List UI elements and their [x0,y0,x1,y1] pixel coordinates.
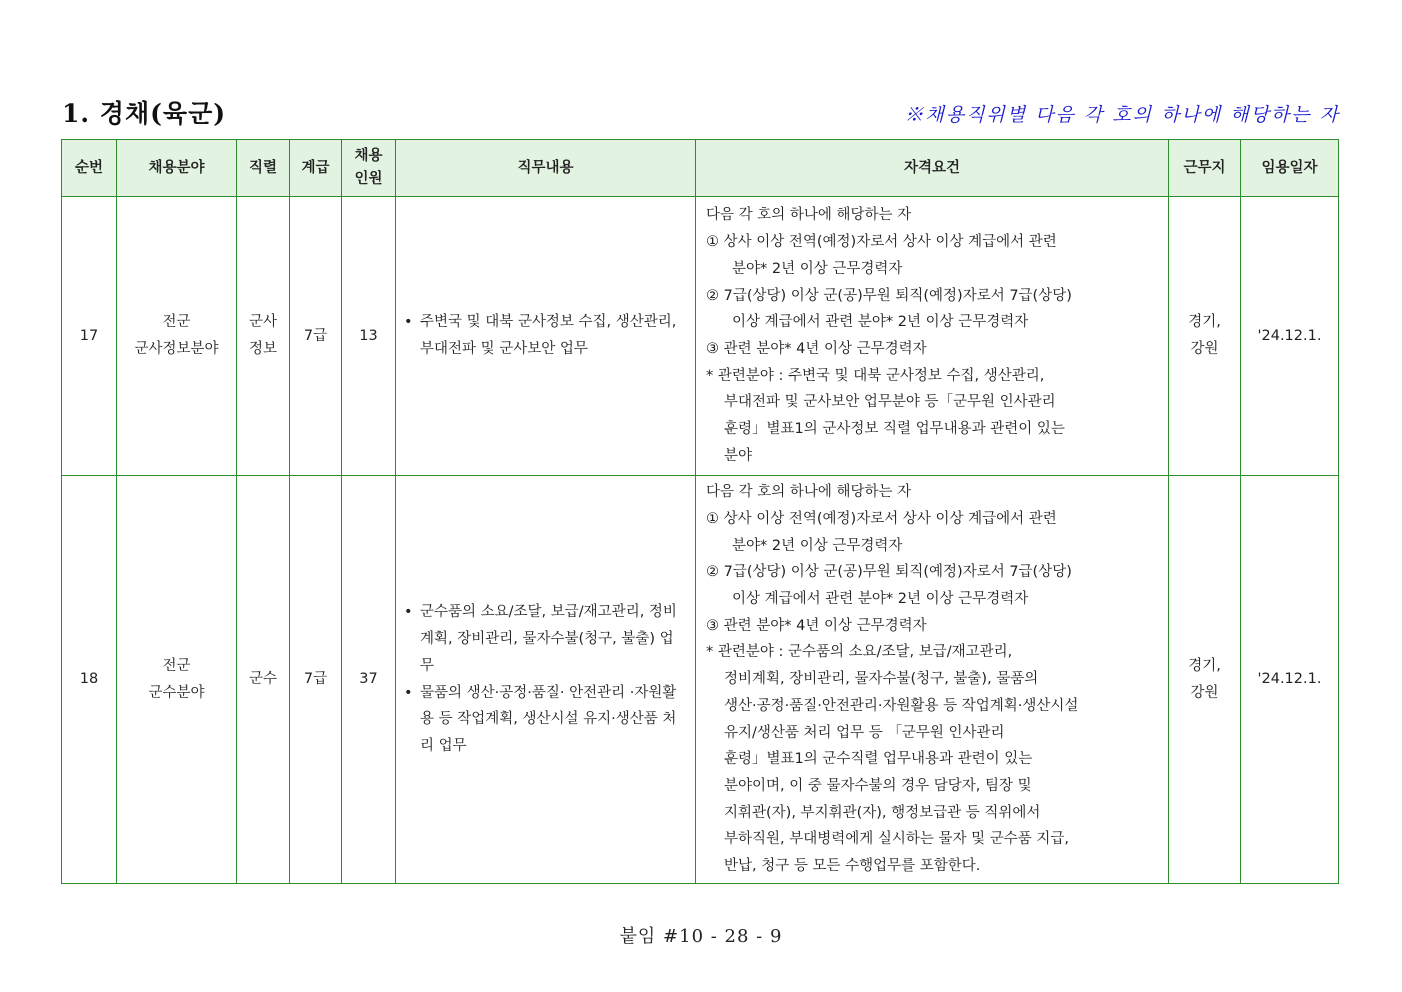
cell-grade: 7급 [290,197,342,476]
duty-item: • 주변국 및 대북 군사정보 수집, 생산관리, 부대전파 및 군사보안 업무 [404,309,687,362]
cell-qualification [696,476,1169,884]
note-text: ※채용직위별 다음 각 호의 하나에 해당하는 자 [904,104,1340,126]
qual-note-cont: 지휘관(자), 부지휘관(자), 행정보급관 등 직위에서 [724,804,1041,821]
qual-note-cont: 부대전파 및 군사보안 업무분야 등「군무원 인사관리 [724,394,1056,411]
section-heading: 1. 경채(육군) [62,99,227,128]
series-line: 정보 [248,341,277,357]
qual-intro: 다음 각 호의 하나에 해당하는 자 [706,207,912,224]
qual-item-cont: 분야* 2년 이상 근무경력자 [732,537,903,554]
qual-note-cont: 분야이며, 이 중 물자수불의 경우 담당자, 팀장 및 [724,777,1032,794]
cell-appoint-date: '24.12.1. [1241,197,1339,476]
location-line: 경기, [1188,657,1221,674]
page-footer: 붙임 #10 - 28 - 9 [619,926,783,947]
cell-field [117,197,237,476]
cell-qualification [696,197,1169,476]
qual-intro: 다음 각 호의 하나에 해당하는 자 [706,484,912,501]
col-field: 채용분야 [117,140,237,197]
cell-headcount: 37 [342,476,396,884]
cell-field [117,476,237,884]
qual-note: * 관련분야 : 군수품의 소요/조달, 보급/재고관리, [706,644,1013,661]
location-line: 강원 [1190,684,1219,701]
location-line: 경기, [1188,314,1221,331]
qual-note-cont: 분야 [724,447,753,464]
duty-item: • 군수품의 소요/조달, 보급/재고관리, 정비계획, 장비관리, 물자수불(청구, 불출) 업무 [404,599,687,679]
cell-series [237,476,290,884]
field-line: 군수분야 [148,684,205,701]
field-line: 군사정보분야 [134,341,219,357]
cell-duty [396,197,696,476]
header-row [62,140,1339,197]
qual-note-cont: 정비계획, 장비관리, 물자수불(청구, 불출), 물품의 [724,671,1039,688]
col-headcount-line2: 인원 [354,171,383,187]
table-row [62,197,1339,476]
col-duty: 직무내용 [396,140,696,197]
col-appoint-date: 임용일자 [1241,140,1339,197]
recruitment-table [61,139,1339,884]
series-line: 군사 [248,314,277,331]
qual-item-cont: 이상 계급에서 관련 분야* 2년 이상 근무경력자 [732,314,1029,331]
qual-note-cont: 생산·공정·품질·안전관리·자원활용 등 작업계획·생산시설 [724,697,1079,714]
qual-item: ① 상사 이상 전역(예정)자로서 상사 이상 계급에서 관련 [706,510,1057,527]
cell-duty [396,476,696,884]
location-line: 강원 [1190,341,1219,357]
qual-note-cont: 훈령」별표1의 군수직렬 업무내용과 관련이 있는 [724,751,1033,768]
qual-note-cont: 반납, 청구 등 모든 수행업무를 포함한다. [724,858,981,875]
col-headcount-line1: 채용 [354,148,383,164]
duty-item: • 물품의 생산·공정·품질· 안전관리 ·자원활용 등 작업계획, 생산시설 유지·생산품 처리 업무 [404,680,687,760]
cell-location [1169,197,1241,476]
qual-note-cont: 유지/생산품 처리 업무 등 「군무원 인사관리 [724,724,1005,741]
qual-item-cont: 이상 계급에서 관련 분야* 2년 이상 근무경력자 [732,591,1029,608]
cell-appoint-date: '24.12.1. [1241,476,1339,884]
qual-item: ① 상사 이상 전역(예정)자로서 상사 이상 계급에서 관련 [706,234,1057,251]
field-line: 전군 [162,314,191,331]
field-line: 전군 [162,657,191,674]
cell-seq: 17 [62,197,117,476]
col-series: 직렬 [237,140,290,197]
table-row [62,476,1339,884]
qual-item-cont: 분야* 2년 이상 근무경력자 [732,260,903,277]
qual-item: ③ 관련 분야* 4년 이상 근무경력자 [706,617,927,634]
col-grade: 계급 [290,140,342,197]
cell-headcount: 13 [342,197,396,476]
cell-seq: 18 [62,476,117,884]
qual-item: ② 7급(상당) 이상 군(공)무원 퇴직(예정)자로서 7급(상당) [706,287,1072,304]
qual-item: ③ 관련 분야* 4년 이상 근무경력자 [706,341,927,357]
col-headcount [342,140,396,197]
col-location: 근무지 [1169,140,1241,197]
qual-note-cont: 부하직원, 부대병력에게 실시하는 물자 및 군수품 지급, [724,831,1070,848]
qual-note-cont: 훈령」별표1의 군사정보 직렬 업무내용과 관련이 있는 [724,421,1065,438]
col-seq: 순번 [62,140,117,197]
cell-grade: 7급 [290,476,342,884]
qual-note: * 관련분야 : 주변국 및 대북 군사정보 수집, 생산관리, [706,367,1045,384]
qual-item: ② 7급(상당) 이상 군(공)무원 퇴직(예정)자로서 7급(상당) [706,564,1072,581]
series-line: 군수 [248,671,277,688]
cell-location [1169,476,1241,884]
cell-series [237,197,290,476]
col-qualification: 자격요건 [696,140,1169,197]
